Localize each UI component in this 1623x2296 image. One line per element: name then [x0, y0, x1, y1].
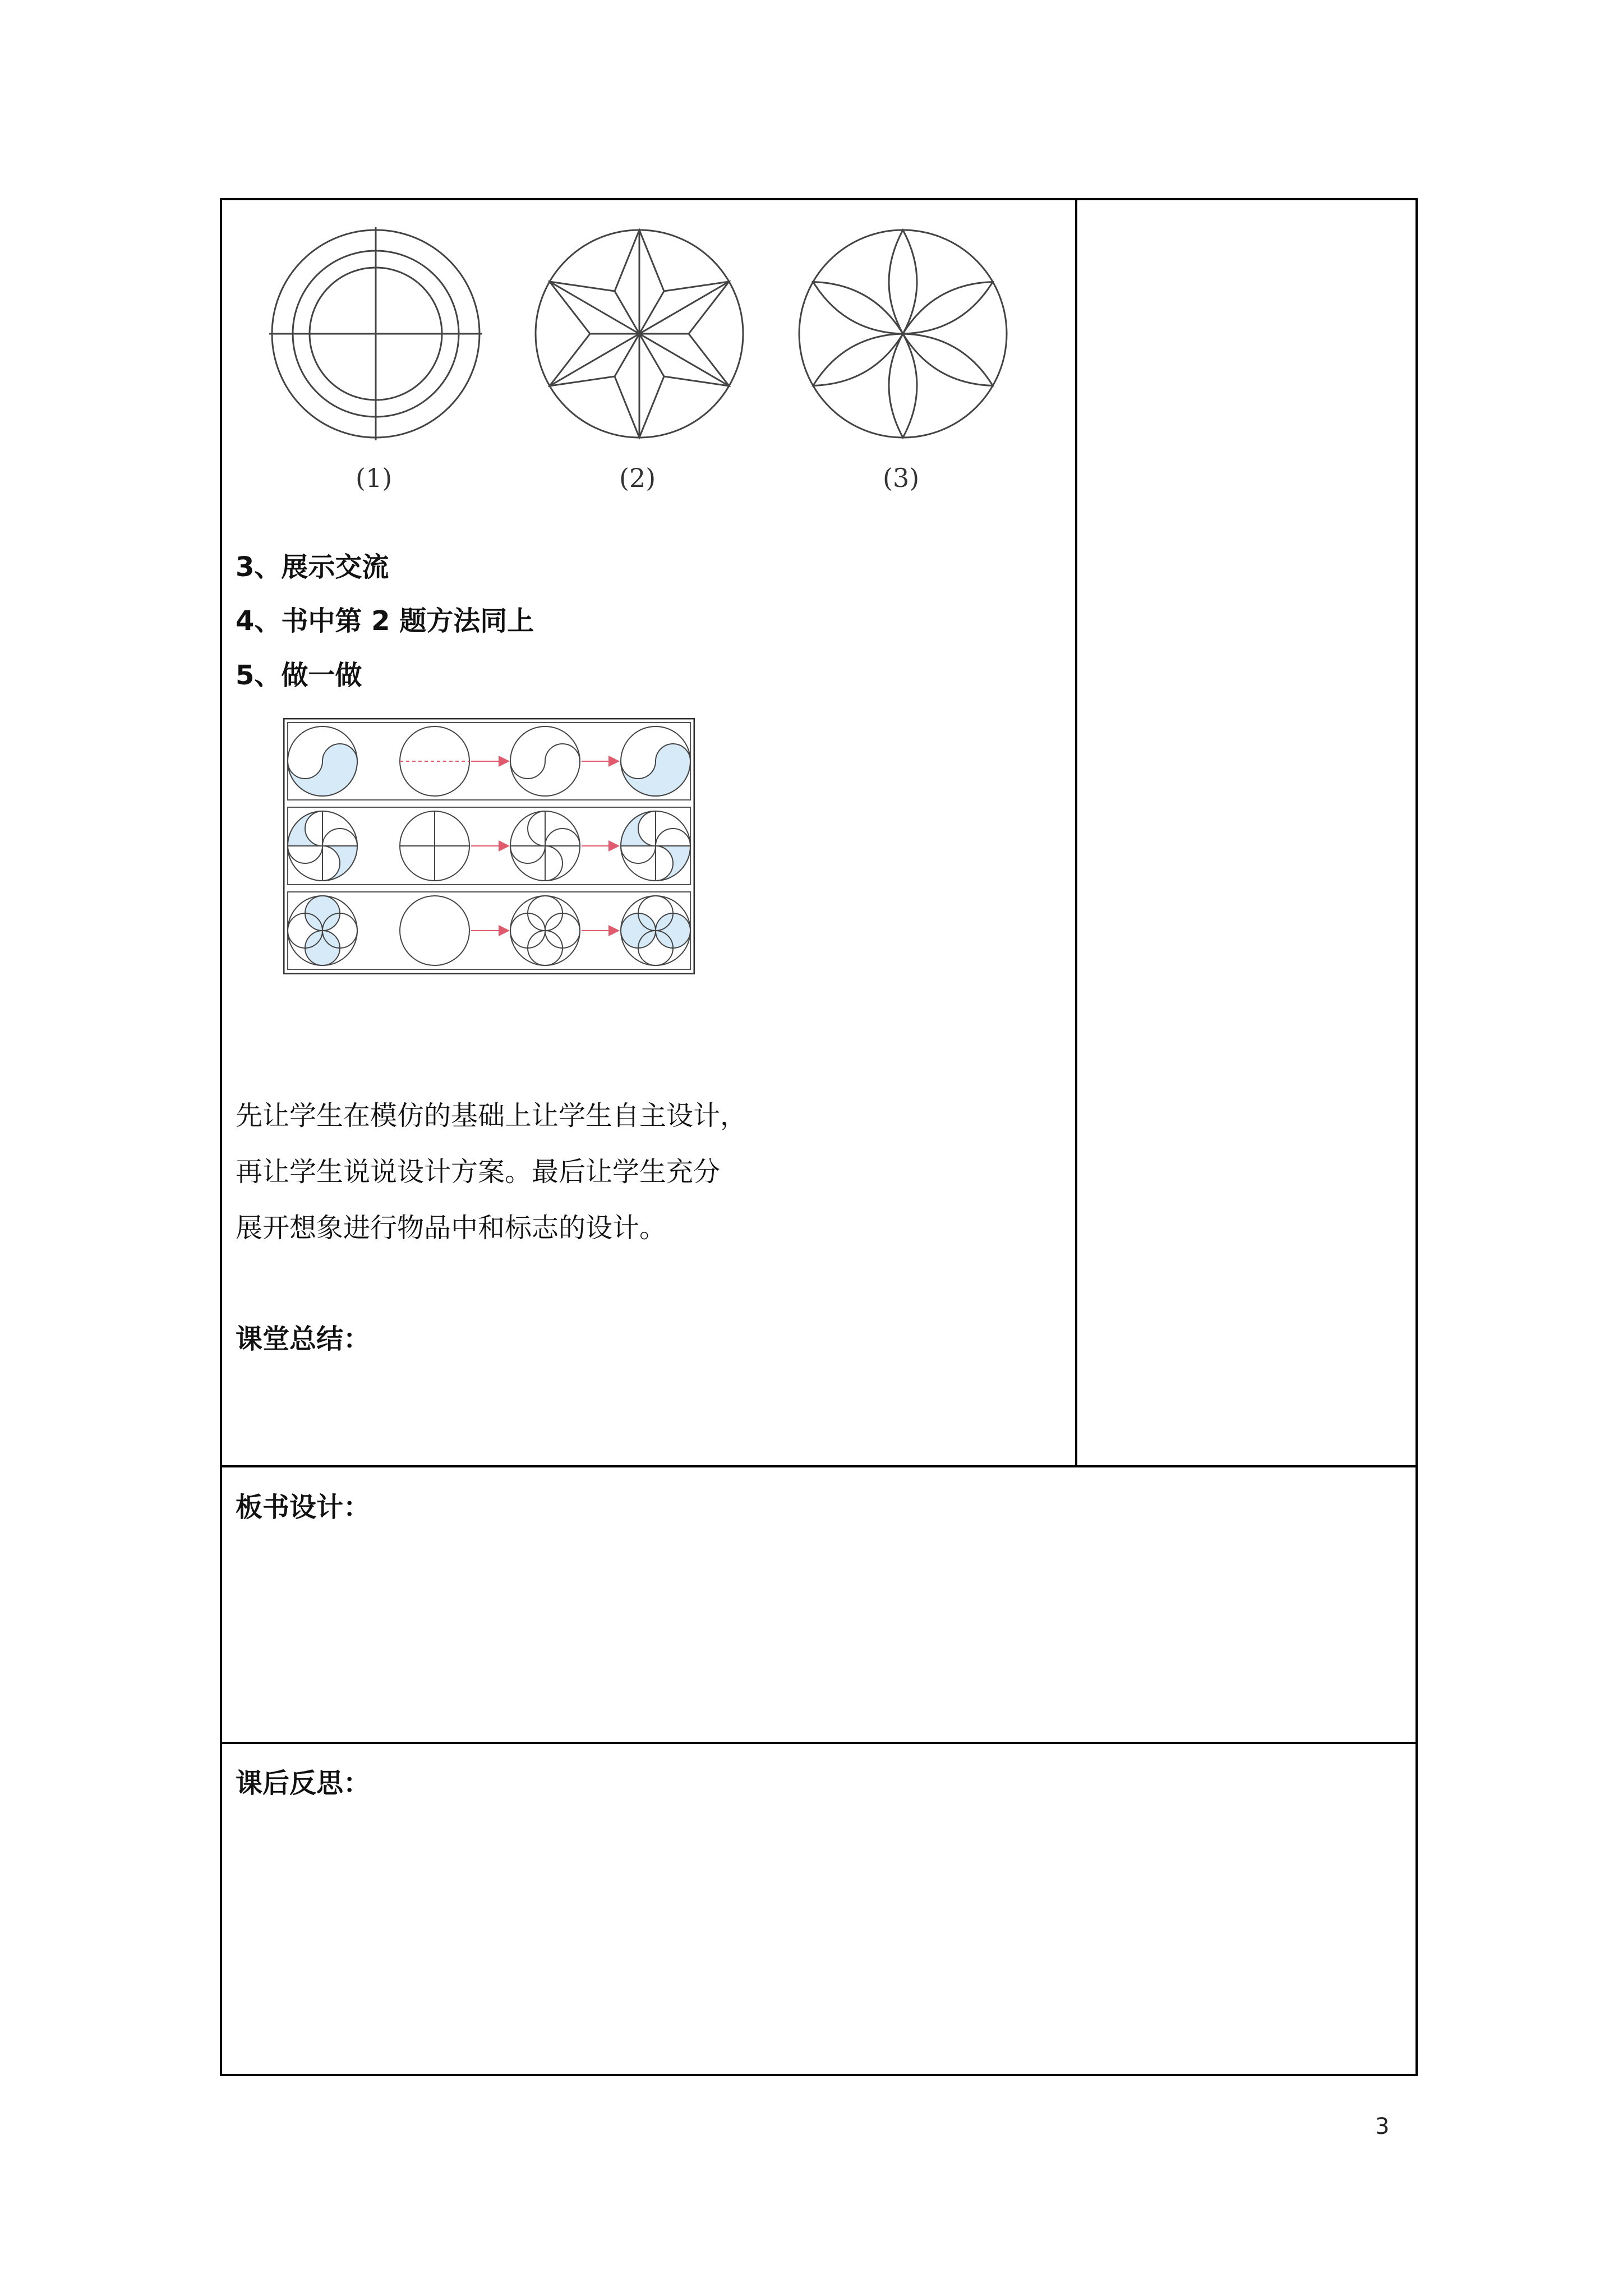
figure-label-2: (2) — [619, 463, 656, 493]
step-4-heading: 4、书中第 2 题方法同上 — [236, 605, 534, 637]
class-summary-heading: 课堂总结： — [236, 1323, 371, 1355]
blackboard-design-heading: 板书设计： — [236, 1492, 371, 1523]
page-number: 3 — [1375, 2114, 1390, 2139]
figure-label-3: (3) — [883, 463, 920, 493]
figure-label-1: (1) — [356, 463, 393, 493]
table-row-divider — [220, 1465, 1418, 1467]
post-class-reflection-heading: 课后反思： — [236, 1768, 371, 1799]
activity-construction-panel — [283, 718, 695, 974]
instruction-line-2: 再让学生说说设计方案。最后让学生充分 — [236, 1156, 721, 1188]
table-column-divider — [1075, 198, 1077, 1466]
step-3-heading: 3、展示交流 — [236, 551, 389, 583]
figure-concentric-circles — [264, 222, 488, 446]
instruction-line-3: 展开想象进行物品中和标志的设计。 — [236, 1212, 667, 1244]
figure-star-in-circle — [527, 222, 751, 446]
table-row-divider — [220, 1742, 1418, 1744]
figure-flower-in-circle — [791, 222, 1015, 446]
step-5-heading: 5、做一做 — [236, 660, 362, 691]
instruction-line-1: 先让学生在模仿的基础上让学生自主设计， — [236, 1100, 748, 1131]
